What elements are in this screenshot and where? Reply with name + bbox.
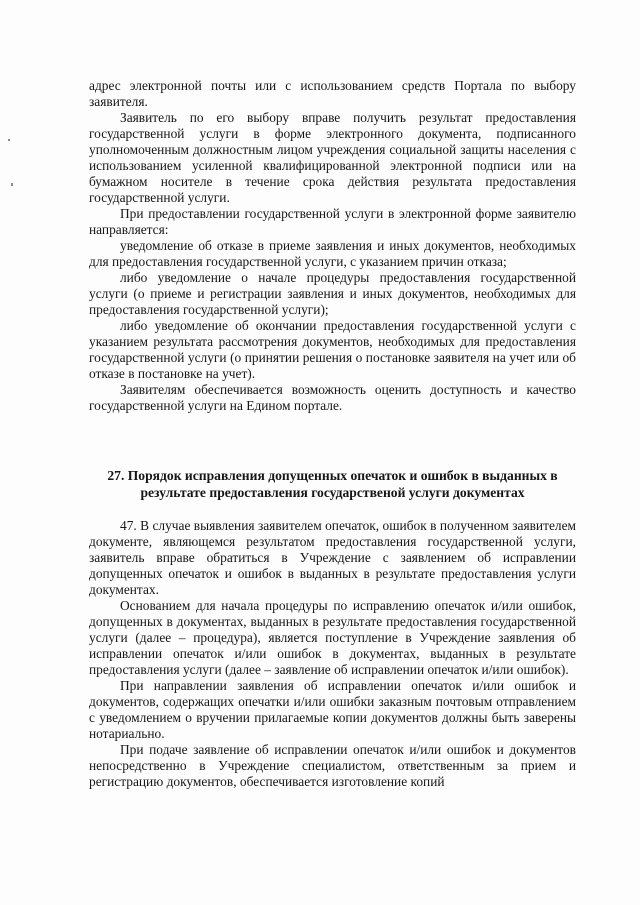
paragraph: Заявитель по его выбору вправе получить результат предоставления государственной услуги в форме электронного документа, подписанного уполномоченным должностным лицом учреждения социальной защиты населения с использованием усиленной квалифицированной электронной подписи или на бумажном носителе в течение срока действия результата предоставления государственной услуги. [89,110,576,205]
paragraph: Заявителям обеспечивается возможность оценить доступность и качество государственной услуги на Едином портале. [89,382,576,413]
paragraph: адрес электронной почты или с использованием средств Портала по выбору заявителя. [89,78,576,109]
upper-text-block [89,78,576,414]
paragraph: При направлении заявления об исправлении опечаток и/или ошибок и документов, содержащих опечатки и/или ошибки заказным почтовым отправлением с уведомлением о вручении прилагаемые копии документов должны быть заверены нотариально. [89,678,576,741]
section-heading-line: результате предоставления государственой услуги документах [140,485,525,500]
paragraph: При подаче заявление об исправлении опечаток и/или ошибок и документов непосредственно в Учреждение специалистом, ответственным за прием и регистрацию документов, обеспечивается изготовление копий [89,742,576,789]
lower-text-block [89,518,576,790]
section-heading [89,467,576,501]
paragraph: уведомление об отказе в приеме заявления и иных документов, необходимых для предоставления государственной услуги, с указанием причин отказа; [89,238,576,269]
scan-speck [11,183,13,186]
scan-speck [8,139,10,141]
paragraph: либо уведомление о начале процедуры предоставления государственной услуги (о приеме и регистрации заявления и иных документов, необходимых для предоставления государственной услуги); [89,270,576,317]
paragraph: При предоставлении государственной услуги в электронной форме заявителю направляется: [89,206,576,237]
paragraph: Основанием для начала процедуры по исправлению опечаток и/или ошибок, допущенных в документах, выданных в результате предоставления государственной услуги (далее – процедура), является поступление в Учреждение заявления об исправлении опечаток и/или ошибок в документах, выданных в результате предоставления услуги (далее – заявление об исправлении опечаток и/или ошибок). [89,598,576,677]
paragraph: либо уведомление об окончании предоставления государственной услуги с указанием результата рассмотрения документов, необходимых для предоставления государственной услуги (о принятии решения о постановке заявителя на учет или об отказе в постановке на учет). [89,318,576,381]
paragraph: 47. В случае выявления заявителем опечаток, ошибок в полученном заявителем документе, являющемся результатом предоставления государственной услуги, заявитель вправе обратиться в Учреждение с заявлением об исправлении допущенных опечаток и ошибок в выданных в результате предоставления услуги документах. [89,518,576,597]
section-heading-line: 27. Порядок исправления допущенных опечаток и ошибок в выданных в [107,468,558,483]
